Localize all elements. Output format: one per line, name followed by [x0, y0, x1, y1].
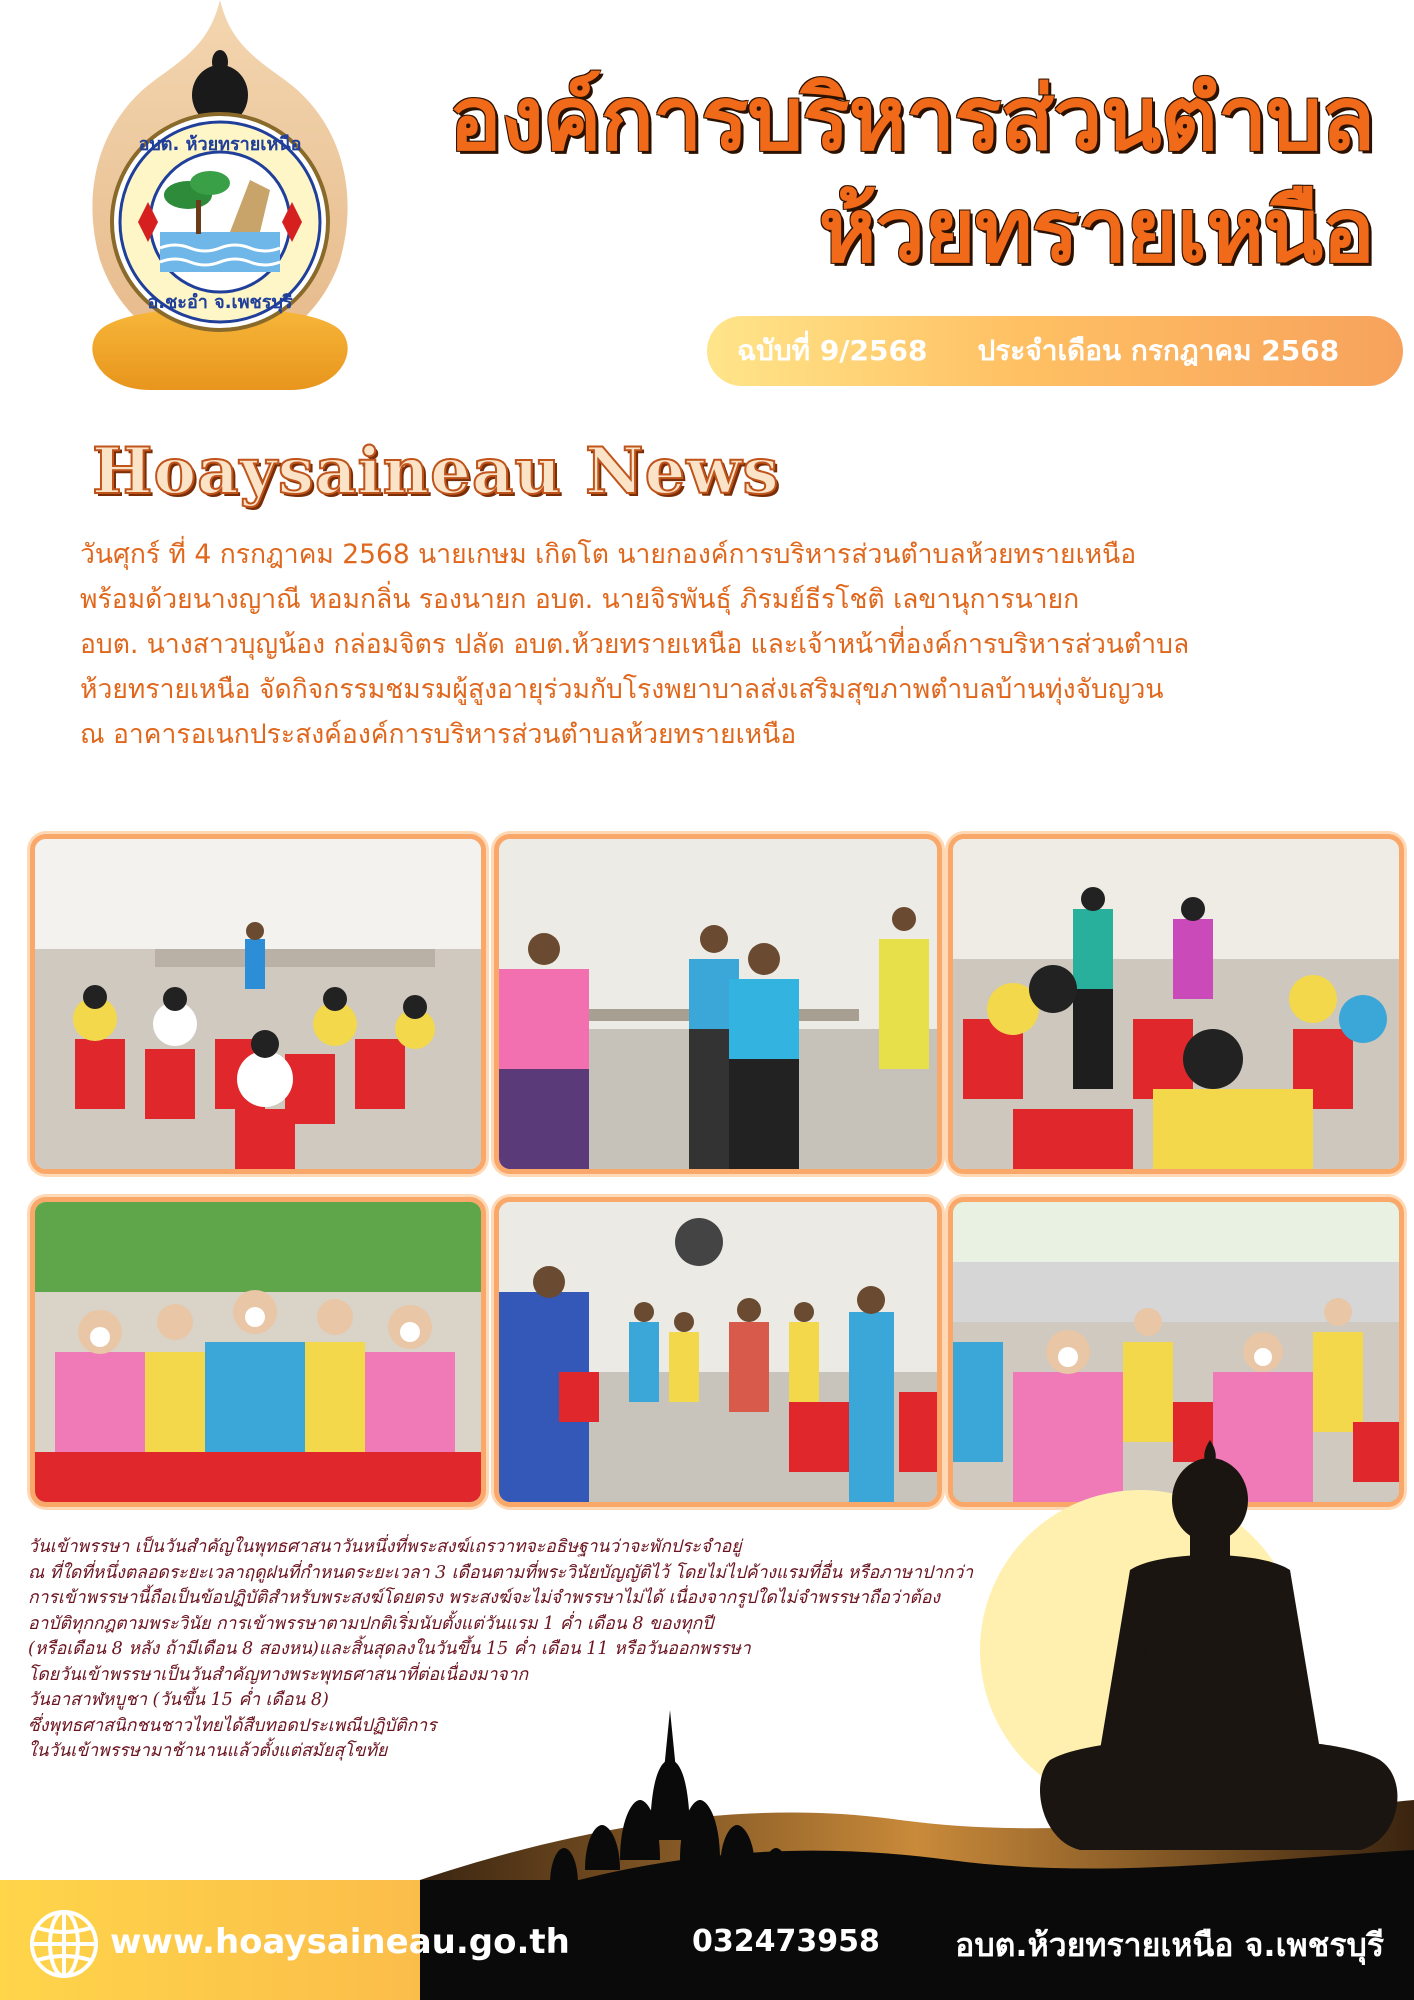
- intro-line: วันศุกร์ ที่ 4 กรกฎาคม 2568 นายเกษม เกิดโต นายกองค์การบริหารส่วนตำบลห้วยทรายเหนือ: [80, 539, 1137, 570]
- event-photo: [948, 834, 1404, 1174]
- event-photo: [30, 834, 486, 1174]
- website-link[interactable]: www.hoaysaineau.go.th: [110, 1922, 570, 1962]
- intro-line: ห้วยทรายเหนือ จัดกิจกรรมชมรมผู้สูงอายุร่วมกับโรงพยาบาลส่งเสริมสุขภาพตำบลบ้านทุ่งจับญวน: [80, 674, 1164, 705]
- event-photo: [494, 834, 942, 1174]
- buddhist-line: ซึ่งพุทธศาสนิกชนชาวไทยได้สืบทอดประเพณีปฏิบัติการ: [28, 1715, 437, 1736]
- buddhist-line: โดยวันเข้าพรรษาเป็นวันสำคัญทางพระพุทธศาสนาที่ต่อเนื่องมาจาก: [28, 1664, 529, 1685]
- footer-org-name: อบต.ห้วยทรายเหนือ จ.เพชรบุรี: [955, 1926, 1384, 1964]
- buddhist-line: ณ ที่ใดที่หนึ่งตลอดระยะเวลาฤดูฝนที่กำหนดระยะเวลา 3 เดือนตามที่พระวินัยบัญญัติไว้ โดยไม่ไปค้างแรมที่อื่น หรือภาษาปากว่า: [28, 1562, 974, 1583]
- intro-line: ณ อาคารอเนกประสงค์องค์การบริหารส่วนตำบลห้วยทรายเหนือ: [80, 719, 797, 750]
- issue-bar: [707, 316, 1403, 386]
- intro-line: พร้อมด้วยนางญาณี หอมกลิ่น รองนายก อบต. นายจิรพันธุ์ ภิรมย์ธีรโชติ เลขานุการนายก: [80, 584, 1080, 615]
- title-line-1: องค์การบริหารส่วนตำบล: [448, 67, 1374, 170]
- issue-number: ฉบับที่ 9/2568: [737, 334, 928, 367]
- buddhist-line: (หรือเดือน 8 หลัง ถ้ามีเดือน 8 สองหน)และสิ้นสุดลงในวันขึ้น 15 ค่ำ เดือน 11 หรือวันออกพรรษา: [28, 1639, 751, 1659]
- buddhist-line: วันเข้าพรรษา เป็นวันสำคัญในพุทธศาสนาวันหนึ่งที่พระสงฆ์เถรวาทจะอธิษฐานว่าจะพักประจำอยู่: [28, 1537, 742, 1557]
- globe-icon: [28, 1908, 100, 1980]
- phone-number: 032473958: [692, 1924, 880, 1959]
- buddhist-line: ในวันเข้าพรรษามาช้านานแล้วตั้งแต่สมัยสุโขทัย: [28, 1741, 388, 1761]
- logo: [60, 0, 380, 400]
- intro-paragraph: [80, 532, 1350, 757]
- issue-month: ประจำเดือน กรกฎาคม 2568: [977, 334, 1340, 367]
- logo-text-top: อบต. ห้วยทรายเหนือ: [138, 134, 302, 155]
- logo-text-bottom: อ.ชะอำ จ.เพชรบุรี: [147, 292, 293, 313]
- title-line-2: ห้วยทรายเหนือ: [818, 179, 1374, 282]
- news-title: Hoaysaineau News: [92, 434, 780, 509]
- buddhist-line: อาบัติทุกกฎตามพระวินัย การเข้าพรรษาตามปกติเริ่มนับตั้งแต่วันแรม 1 ค่ำ เดือน 8 ของทุกปี: [28, 1613, 714, 1634]
- intro-line: อบต. นางสาวบุญน้อง กล่อมจิตร ปลัด อบต.ห้วยทรายเหนือ และเจ้าหน้าที่องค์การบริหารส่วนตำบล: [80, 629, 1190, 660]
- buddhist-line: วันอาสาฬหบูชา (วันขึ้น 15 ค่ำ เดือน 8): [28, 1690, 329, 1710]
- buddhist-line: การเข้าพรรษานี้ถือเป็นข้อปฏิบัติสำหรับพระสงฆ์โดยตรง พระสงฆ์จะไม่จำพรรษาไม่ได้ เนื่องจากรูปใดไม่จำพรรษาถือว่าต้อง: [28, 1588, 940, 1608]
- buddhist-day-paragraph: [28, 1535, 988, 1765]
